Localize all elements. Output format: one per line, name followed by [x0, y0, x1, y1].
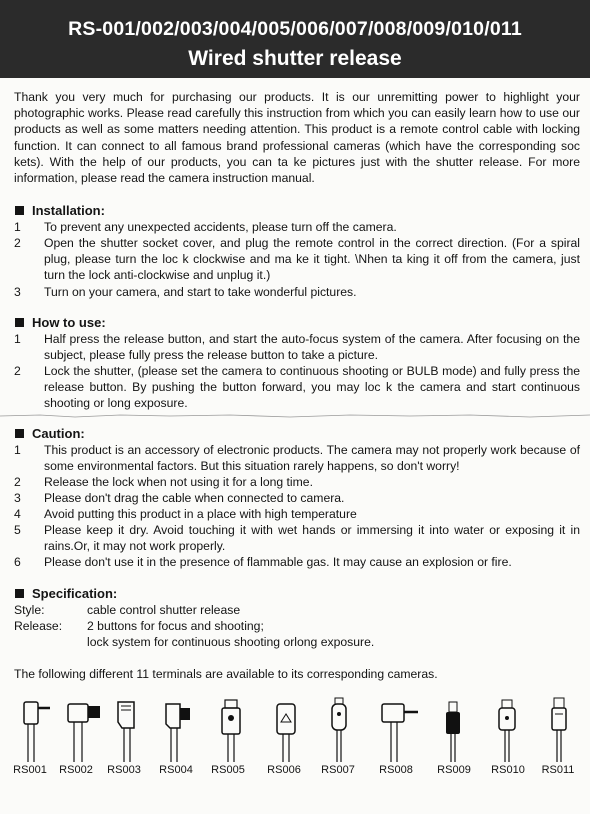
how-to-use-item: 1 Half press the release button, and start the auto-focus system of the camera. After focusing on the subject, please fully press the release button to take a picture.: [14, 332, 580, 363]
terminal-label: RS011: [541, 764, 575, 776]
installation-heading: Installation:: [15, 203, 105, 219]
connector-rs007-icon: [322, 694, 372, 764]
connector-rs002-icon: [60, 694, 110, 764]
connector-rs003-icon: [108, 694, 158, 764]
bullet-square-icon: [15, 318, 24, 327]
installation-item: 1 To prevent any unexpected accidents, please turn off the camera.: [14, 220, 397, 234]
fold-line: [0, 412, 590, 420]
terminal-label: RS004: [159, 764, 193, 776]
caution-item: 3 Please don't drag the cable when connected to camera.: [14, 491, 345, 505]
bullet-square-icon: [15, 206, 24, 215]
connector-rs010-icon: [490, 694, 540, 764]
terminal-label: RS002: [59, 764, 93, 776]
terminals-note: The following different 11 terminals are available to its corresponding cameras.: [14, 667, 438, 681]
header-banner: [0, 0, 590, 78]
connector-rs009-icon: [436, 694, 486, 764]
model-numbers: RS-001/002/003/004/005/006/007/008/009/010/011: [68, 18, 522, 40]
connector-rs011-icon: [542, 694, 590, 764]
how-to-use-item: 2 Lock the shutter, (please set the camera to continuous shooting or BULB mode) and fully press the release button. By pushing the button forward, you may loc k the camera and start continuous shooting or long exposure.: [14, 364, 580, 411]
terminal-label: RS010: [491, 764, 525, 776]
terminal-label: RS007: [321, 764, 355, 776]
terminal-label: RS008: [379, 764, 413, 776]
installation-item: 3 Turn on your camera, and start to take wonderful pictures.: [14, 285, 357, 299]
bullet-square-icon: [15, 589, 24, 598]
caution-item: 4 Avoid putting this product in a place with high temperature: [14, 507, 357, 521]
how-to-use-heading: How to use:: [15, 315, 106, 331]
connector-rs008-icon: [378, 694, 428, 764]
caution-item: 5 Please keep it dry. Avoid touching it with wet hands or immersing it into water or exposing it in rains.Or, it may not work properly.: [14, 523, 580, 554]
page-title: Wired shutter release: [188, 47, 402, 70]
intro-paragraph: Thank you very much for purchasing our products. It is our unremitting power to highlight your photographic works. Please read carefully this instruction from which you can easily learn how to use our products as well as some matters needing attention. This product is a remote control cable with locking function. It can connect to all famous brand professional cameras (which have the corresponding soc kets). With the help of our products, you can ta ke pictures just with the shutter release. For more information, please read the camera instruction manual.: [14, 90, 580, 186]
specification-heading: Specification:: [15, 586, 117, 602]
terminal-label: RS005: [211, 764, 245, 776]
caution-item: 6 Please don't use it in the presence of flammable gas. It may cause an explosion or fire.: [14, 555, 512, 569]
terminal-label: RS003: [107, 764, 141, 776]
installation-item: 2 Open the shutter socket cover, and plug the remote control in the correct direction. (For a spiral plug, please turn the loc k clockwise and ma ke it tight. \Nhen ta king it off from the camera, just turn the lock anti-clockwise and unplug it.): [14, 236, 580, 283]
terminal-label: RS006: [267, 764, 301, 776]
caution-item: 1 This product is an accessory of electronic products. The camera may not properly work because of some environmental factors. But this situation rarely happens, so don't worry!: [14, 443, 580, 474]
connector-rs005-icon: [214, 694, 264, 764]
terminal-label: RS009: [437, 764, 471, 776]
bullet-square-icon: [15, 429, 24, 438]
caution-item: 2 Release the lock when not using it for a long time.: [14, 475, 313, 489]
caution-heading: Caution:: [15, 426, 85, 442]
terminal-label: RS001: [13, 764, 47, 776]
connector-rs006-icon: [268, 694, 318, 764]
connector-rs004-icon: [158, 694, 208, 764]
connector-rs001-icon: [14, 694, 64, 764]
